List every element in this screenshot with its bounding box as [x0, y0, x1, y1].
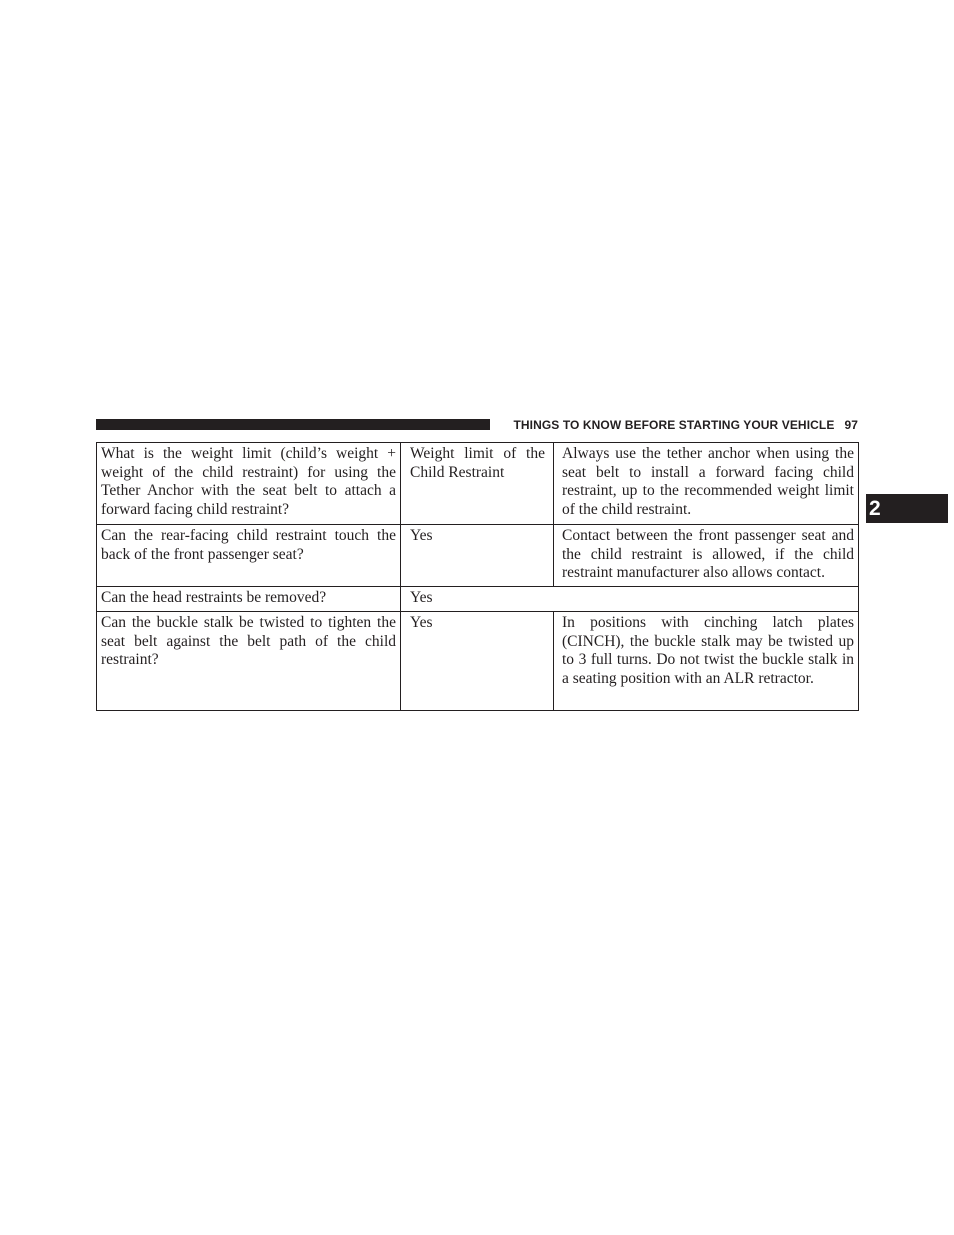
notes-cell: Always use the tether anchor when using the seat belt to install a forward facing child restraint, up to the recommended weight limit of the child restraint. [554, 443, 859, 525]
table-row [97, 587, 859, 612]
question-cell: What is the weight limit (child’s weight + weight of the child restraint) for using the Tether Anchor with the seat belt to attach a forward facing child restraint? [97, 443, 401, 525]
question-cell: Can the buckle stalk be twisted to tighten the seat belt against the belt path of the child restraint? [97, 611, 401, 710]
answer-cell: Yes [401, 525, 554, 587]
page-number: 97 [844, 418, 858, 432]
running-header [496, 417, 858, 433]
child-restraint-faq-table [96, 442, 859, 711]
question-cell: Can the head restraints be removed? [97, 587, 401, 612]
question-cell: Can the rear-facing child restraint touch the back of the front passenger seat? [97, 525, 401, 587]
table-row [97, 443, 859, 525]
header-rule [96, 419, 490, 430]
notes-cell: Contact between the front passenger seat and the child restraint is allowed, if the child restraint manufacturer also allows contact. [554, 525, 859, 587]
table-row [97, 611, 859, 710]
answer-cell: Yes [401, 611, 554, 710]
chapter-tab: 2 [866, 494, 948, 523]
notes-cell: In positions with cinching latch plates (CINCH), the buckle stalk may be twisted up to 3 full turns. Do not twist the buckle stalk in a seating position with an ALR retractor. [554, 611, 859, 710]
answer-cell: Yes [401, 587, 859, 612]
answer-cell: Weight limit of the Child Restraint [401, 443, 554, 525]
table-row [97, 525, 859, 587]
section-title: THINGS TO KNOW BEFORE STARTING YOUR VEHICLE [513, 418, 835, 432]
